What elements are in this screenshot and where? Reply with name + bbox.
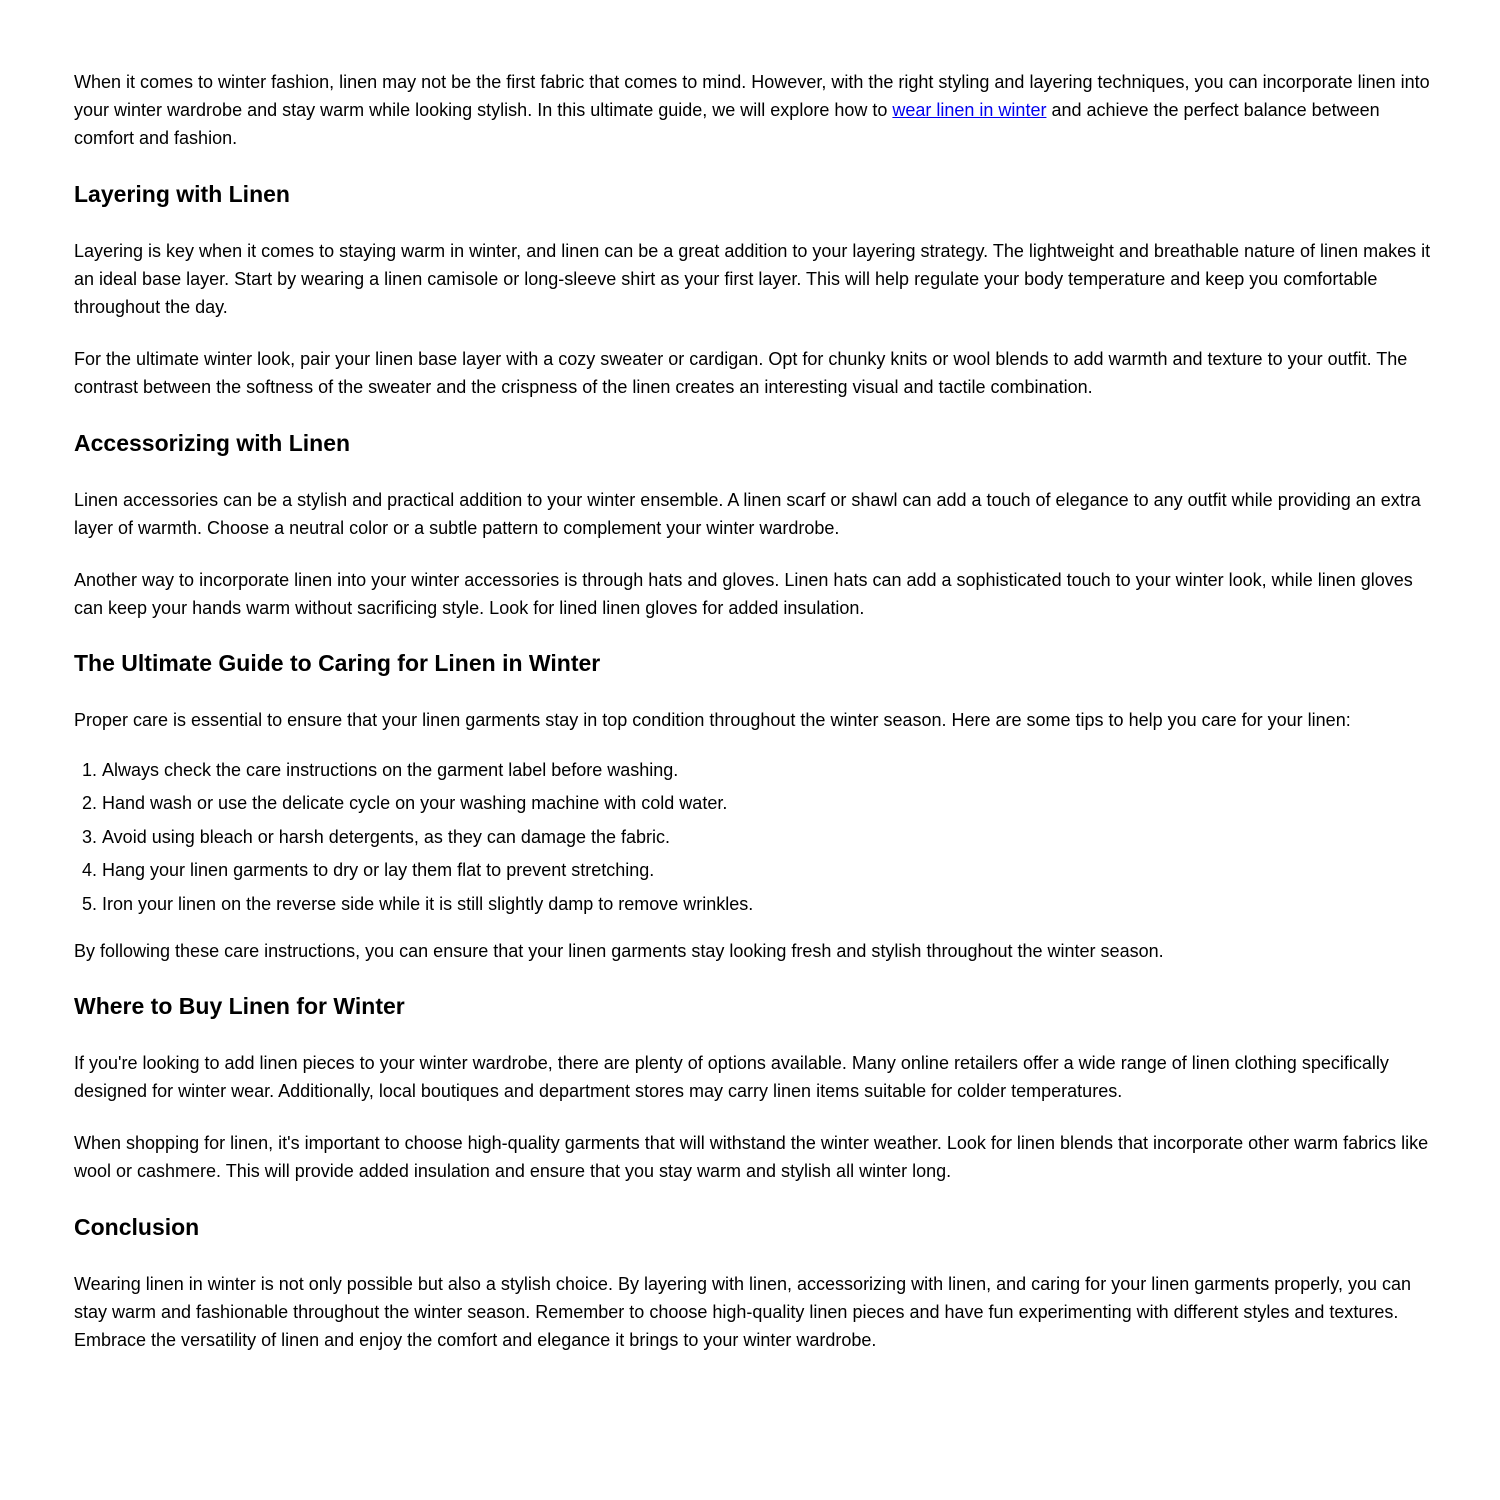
list-item: 4. Hang your linen garments to dry or lay them flat to prevent stretching. [102,859,1440,881]
accessorizing-paragraph-1: Linen accessories can be a stylish and practical addition to your winter ensemble. A linen scarf or shawl can add a touch of elegance to any outfit while providing an extra layer of warmth. Choose a neutral color or a subtle pattern to complement your winter wardrobe. [74,489,1421,538]
list-item: 2. Hand wash or use the delicate cycle on your washing machine with cold water. [102,792,1440,814]
buying-paragraph-1: If you're looking to add linen pieces to your winter wardrobe, there are plenty of options available. Many online retailers offer a wide range of linen clothing specifically designed for winter wear. Additionally, local boutiques and department stores may carry linen items suitable for colder temperatures. [74,1052,1389,1102]
conclusion-heading: Conclusion [74,1213,200,1240]
list-item: 5. Iron your linen on the reverse side while it is still slightly damp to remove wrinkles. [102,893,1440,915]
intro-text-after-link: and achieve the perfect balance between comfort and fashion. [74,100,1380,149]
buying-heading: Where to Buy Linen for Winter [74,992,405,1019]
list-item: 3. Avoid using bleach or harsh detergents, as they can damage the fabric. [102,826,1440,848]
accessorizing-heading: Accessorizing with Linen [74,429,351,456]
intro-paragraph [74,68,1440,153]
layering-paragraph-1: Layering is key when it comes to staying warm in winter, and linen can be a great addition to your layering strategy. The lightweight and breathable nature of linen makes it an ideal base layer. Start by wearing a linen camisole or long-sleeve shirt as your first layer. This will help regulate your body temperature and keep you comfortable throughout the day. [74,240,1431,318]
intro-text-before-link: When it comes to winter fashion, linen may not be the first fabric that comes to mind. However, with the right styling and layering techniques, you can incorporate linen into your winter wardrobe and stay warm while looking stylish. In this ultimate guide, we will explore how to [74,72,1430,121]
caring-heading: The Ultimate Guide to Caring for Linen in Winter [74,650,601,677]
wear-linen-in-winter-link[interactable]: wear linen in winter [892,100,1047,121]
layering-paragraph-2: For the ultimate winter look, pair your linen base layer with a cozy sweater or cardigan. Opt for chunky knits or wool blends to add warmth and texture to your outfit. The contrast between the softness of the sweater and the crispness of the linen creates an interesting visual and tactile combination. [74,349,1408,398]
list-item: 1. Always check the care instructions on the garment label before washing. [102,759,1440,781]
conclusion-paragraph: Wearing linen in winter is not only possible but also a stylish choice. By layering with linen, accessorizing with linen, and caring for your linen garments properly, you can stay warm and fashionable throughout the winter season. Remember to choose high-quality linen pieces and have fun experimenting with different styles and textures. Embrace the versatility of linen and enjoy the comfort and elegance it brings to your winter wardrobe. [74,1273,1412,1351]
caring-paragraph-1: Proper care is essential to ensure that your linen garments stay in top condition throughout the winter season. Here are some tips to help you care for your linen: [74,710,1351,731]
caring-paragraph-2: By following these care instructions, you can ensure that your linen garments stay looking fresh and stylish throughout the winter season. [74,940,1164,961]
layering-heading: Layering with Linen [74,180,290,207]
accessorizing-paragraph-2: Another way to incorporate linen into your winter accessories is through hats and gloves. Linen hats can add a sophisticated touch to your winter look, while linen gloves can keep your hands warm without sacrificing style. Look for lined linen gloves for added insulation. [74,570,1413,619]
care-tips-list [74,759,1440,915]
buying-paragraph-2: When shopping for linen, it's important to choose high-quality garments that will withstand the winter weather. Look for linen blends that incorporate other warm fabrics like wool or cashmere. This will provide added insulation and ensure that you stay warm and stylish all winter long. [74,1133,1429,1182]
